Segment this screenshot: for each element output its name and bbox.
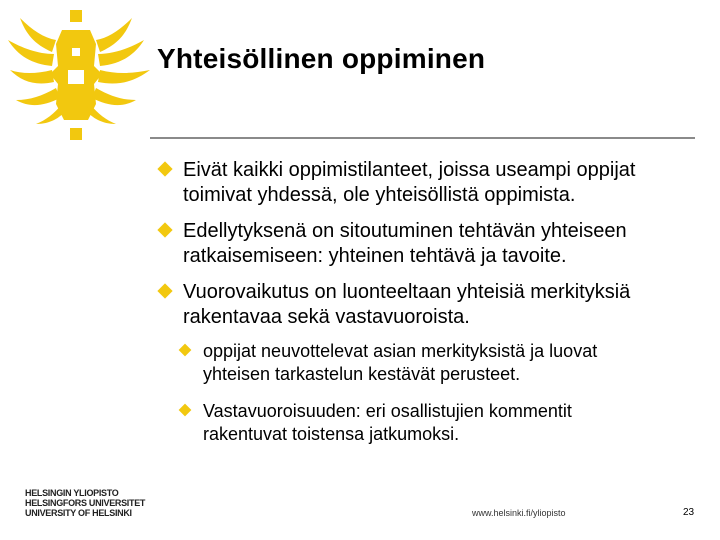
bullet-item (158, 280, 703, 330)
diamond-bullet-icon (157, 283, 172, 298)
bullet-list (158, 158, 703, 341)
bullet-text-line1: Vuorovaikutus on luonteeltaan yhteisiä merkityksiä (183, 281, 631, 303)
university-name-english: UNIVERSITY OF HELSINKI (25, 508, 132, 518)
bullet-item (158, 219, 703, 269)
sub-bullet-text-line2: rakentuvat toistensa jatkumoksi. (203, 424, 460, 444)
diamond-bullet-icon (157, 161, 172, 176)
bullet-text-line2: rakentavaa sekä vastavuoroista. (183, 306, 470, 328)
university-name-finnish: HELSINGIN YLIOPISTO (25, 488, 119, 498)
page-number: 23 (683, 507, 695, 518)
sub-bullet-item (178, 400, 678, 446)
sub-bullet-text-line1: oppijat neuvottelevat asian merkityksistä ja luovat (203, 341, 598, 361)
title-divider (150, 137, 695, 139)
sub-bullet-list (178, 340, 678, 460)
university-name-swedish: HELSINGFORS UNIVERSITET (25, 498, 146, 508)
page-title: Yhteisöllinen oppiminen (157, 43, 486, 74)
bullet-item (158, 158, 703, 208)
university-name-block (25, 488, 145, 518)
bullet-text-line1: Eivät kaikki oppimistilanteet, joissa useampi oppijat (183, 159, 636, 181)
sub-bullet-text-line1: Vastavuoroisuuden: eri osallistujien kommentit (203, 401, 572, 421)
diamond-bullet-icon (157, 222, 172, 237)
bullet-text-line2: toimivat yhdessä, ole yhteisöllistä oppimista. (183, 184, 576, 206)
diamond-bullet-icon (179, 344, 192, 357)
university-flame-logo-icon (4, 4, 154, 142)
sub-bullet-item (178, 340, 678, 386)
sub-bullet-text-line2: yhteisen tarkastelun kestävät perusteet. (203, 364, 521, 384)
bullet-text-line1: Edellytyksenä on sitoutuminen tehtävän yhteiseen (183, 220, 627, 242)
diamond-bullet-icon (179, 404, 192, 417)
footer-url: www.helsinki.fi/yliopisto (472, 508, 566, 518)
bullet-text-line2: ratkaisemiseen: yhteinen tehtävä ja tavoite. (183, 245, 567, 267)
